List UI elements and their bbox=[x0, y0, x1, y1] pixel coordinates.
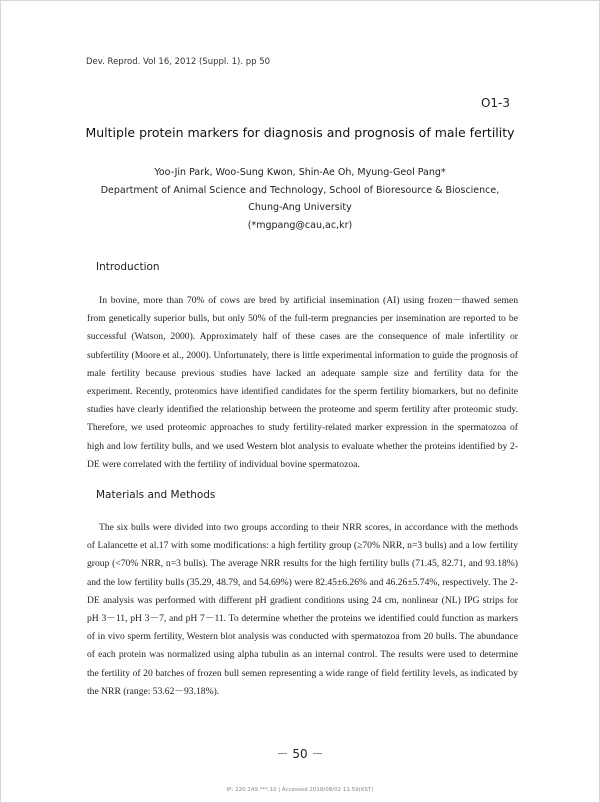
author-email: (*mgpang@cau,ac,kr) bbox=[247, 219, 353, 231]
affiliation-line-2: Chung-Ang University bbox=[248, 202, 352, 213]
journal-header: Dev. Reprod. Vol 16, 2012 (Suppl. 1). pp 50 bbox=[86, 57, 271, 67]
introduction-heading: Introduction bbox=[96, 261, 160, 273]
authors-block bbox=[60, 164, 540, 234]
affiliation-line-1: Department of Animal Science and Technology, School of Bioresource & Bioscience, bbox=[100, 184, 500, 196]
paper-title: Multiple protein markers for diagnosis and prognosis of male fertility bbox=[85, 125, 515, 140]
methods-heading: Materials and Methods bbox=[96, 489, 216, 501]
introduction-text: In bovine, more than 70% of cows are bred by artificial insemination (AI) using frozen－thawed semen from genetically superior bulls, but only 50% of the full-term pregnancies per insemination are reported to be successful (Watson, 2000). Approximately half of these cases are the consequence of male infertility or subfertility (Moore et al., 2000). Unfortunately, there is little experimental information to guide the prognosis of male fertility because previous studies have lacked an adequate sample size and fertility data for the experiment. Recently, proteomics have identified candidates for the sperm fertility biomarkers, but no definite studies have clearly identified the relationship between the proteome and sperm fertility after proteomic study. Therefore, we used proteomic approaches to study fertility-related marker expression in the spermatozoa of high and low fertility bulls, and we used Western blot analysis to evaluate whether the proteins identified by 2-DE were correlated with the fertility of individual bovine spermatozoa. bbox=[87, 295, 518, 470]
abstract-code: O1-3 bbox=[480, 96, 510, 110]
author-names: Yoo-Jin Park, Woo-Sung Kwon, Shin-Ae Oh, Myung-Geol Pang* bbox=[154, 167, 446, 178]
methods-text: The six bulls were divided into two groups according to their NRR scores, in accordance with the methods of Lalancette et al.17 with some modifications: a high fertility group (≥70% NRR, n=3 bulls) and a low fertility group (<70% NRR, n=3 bulls). The average NRR results for the high fertility bulls (71.45, 82.71, and 93.18%) and the low fertility bulls (35.29, 48.79, and 54.69%) were 82.45±6.26% and 46.26±5.74%, respectively. The 2-DE analysis was performed with different pH gradient conditions using 24 cm, nonlinear (NL) IPG strips for pH 3－11, pH 3－7, and pH 7－11. To determine whether the proteins we identified could function as markers of in vivo sperm fertility, Western blot analysis was conducted with spermatozoa from 20 bulls. The abundance of each protein was normalized using alpha tubulin as an internal control. The results were used to determine the fertility of 20 batches of frozen bull semen representing a wide range of field fertility levels, as indicated by the NRR (range: 53.62－93.18%). bbox=[87, 522, 518, 697]
page-number: － 50 － bbox=[276, 747, 324, 761]
footer-access-info: IP: 220.149.***.10 | Accessed 2018/08/02 11:59(KST) bbox=[226, 787, 374, 793]
